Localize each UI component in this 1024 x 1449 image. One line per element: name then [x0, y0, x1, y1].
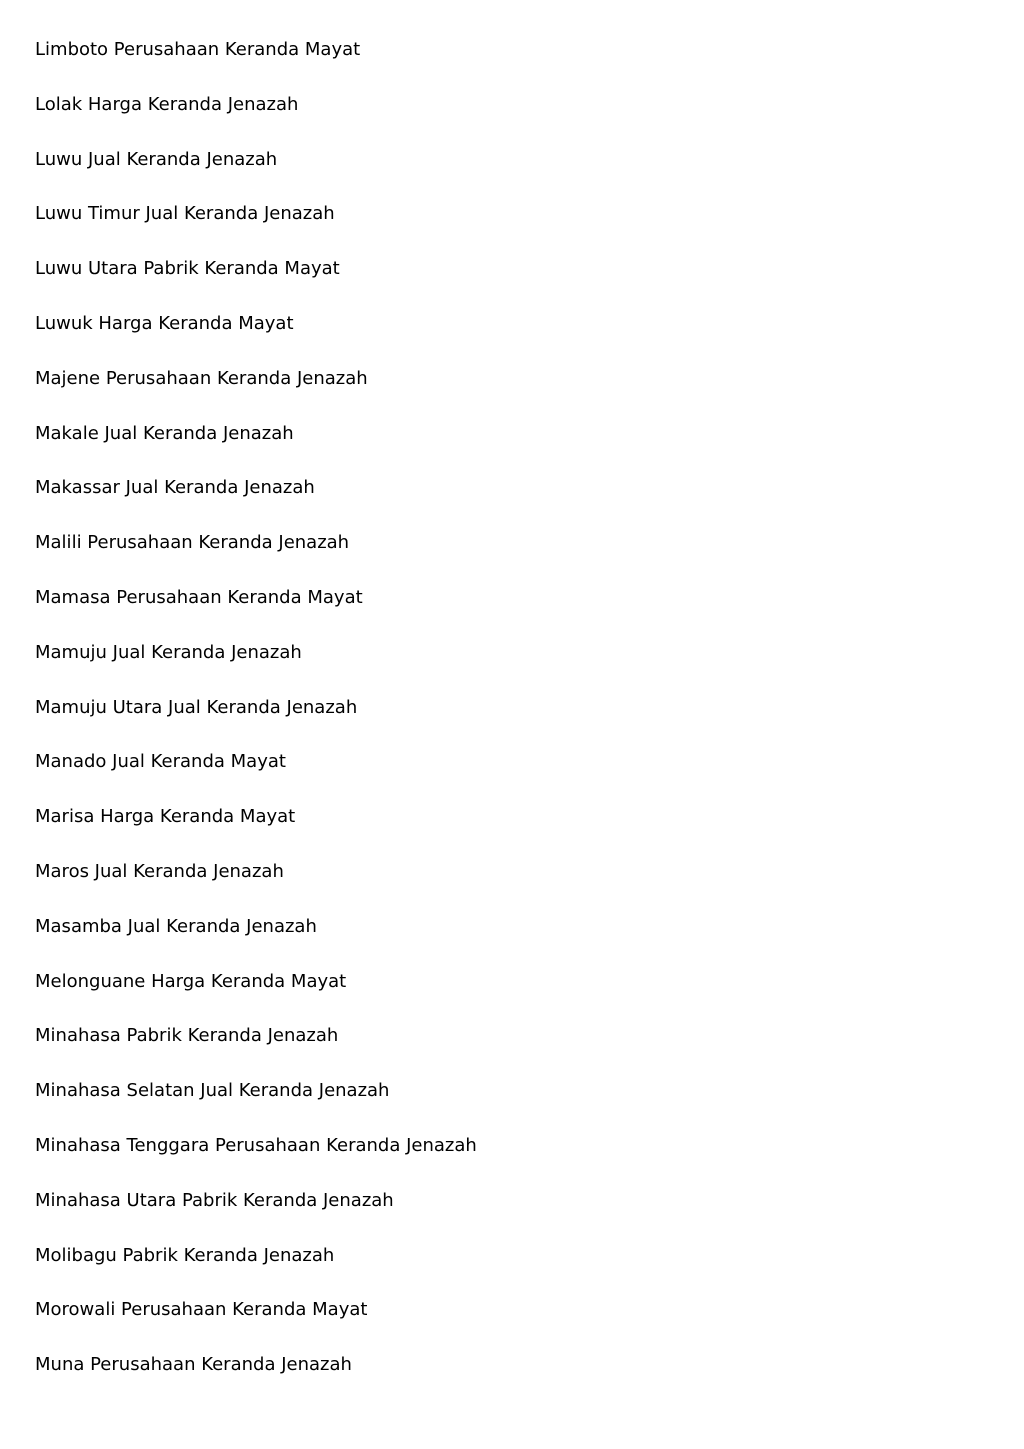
list-item: Masamba Jual Keranda Jenazah [35, 915, 317, 937]
document-text-list [35, 37, 477, 1407]
list-item: Maros Jual Keranda Jenazah [35, 860, 284, 882]
list-item: Minahasa Pabrik Keranda Jenazah [35, 1025, 339, 1047]
list-item: Muna Perusahaan Keranda Jenazah [35, 1354, 352, 1376]
list-item: Minahasa Selatan Jual Keranda Jenazah [35, 1080, 390, 1102]
list-item: Molibagu Pabrik Keranda Jenazah [35, 1244, 335, 1266]
list-item: Mamuju Jual Keranda Jenazah [35, 641, 302, 663]
list-item: Malili Perusahaan Keranda Jenazah [35, 532, 350, 554]
list-item: Makassar Jual Keranda Jenazah [35, 477, 315, 499]
list-item: Mamuju Utara Jual Keranda Jenazah [35, 696, 358, 718]
list-item: Luwu Utara Pabrik Keranda Mayat [35, 258, 340, 280]
list-item: Limboto Perusahaan Keranda Mayat [35, 39, 361, 60]
list-item: Mamasa Perusahaan Keranda Mayat [35, 586, 363, 608]
list-item: Lolak Harga Keranda Jenazah [35, 93, 299, 115]
list-item: Manado Jual Keranda Mayat [35, 751, 286, 773]
list-item: Minahasa Utara Pabrik Keranda Jenazah [35, 1189, 394, 1211]
list-item: Luwu Jual Keranda Jenazah [35, 148, 278, 170]
list-item: Luwuk Harga Keranda Mayat [35, 312, 294, 334]
list-item: Morowali Perusahaan Keranda Mayat [35, 1299, 368, 1321]
list-item: Minahasa Tenggara Perusahaan Keranda Jenazah [35, 1134, 477, 1156]
list-item: Marisa Harga Keranda Mayat [35, 806, 296, 828]
list-item: Melonguane Harga Keranda Mayat [35, 970, 347, 992]
list-item: Luwu Timur Jual Keranda Jenazah [35, 203, 335, 225]
list-item: Makale Jual Keranda Jenazah [35, 422, 294, 444]
list-item: Majene Perusahaan Keranda Jenazah [35, 367, 368, 389]
